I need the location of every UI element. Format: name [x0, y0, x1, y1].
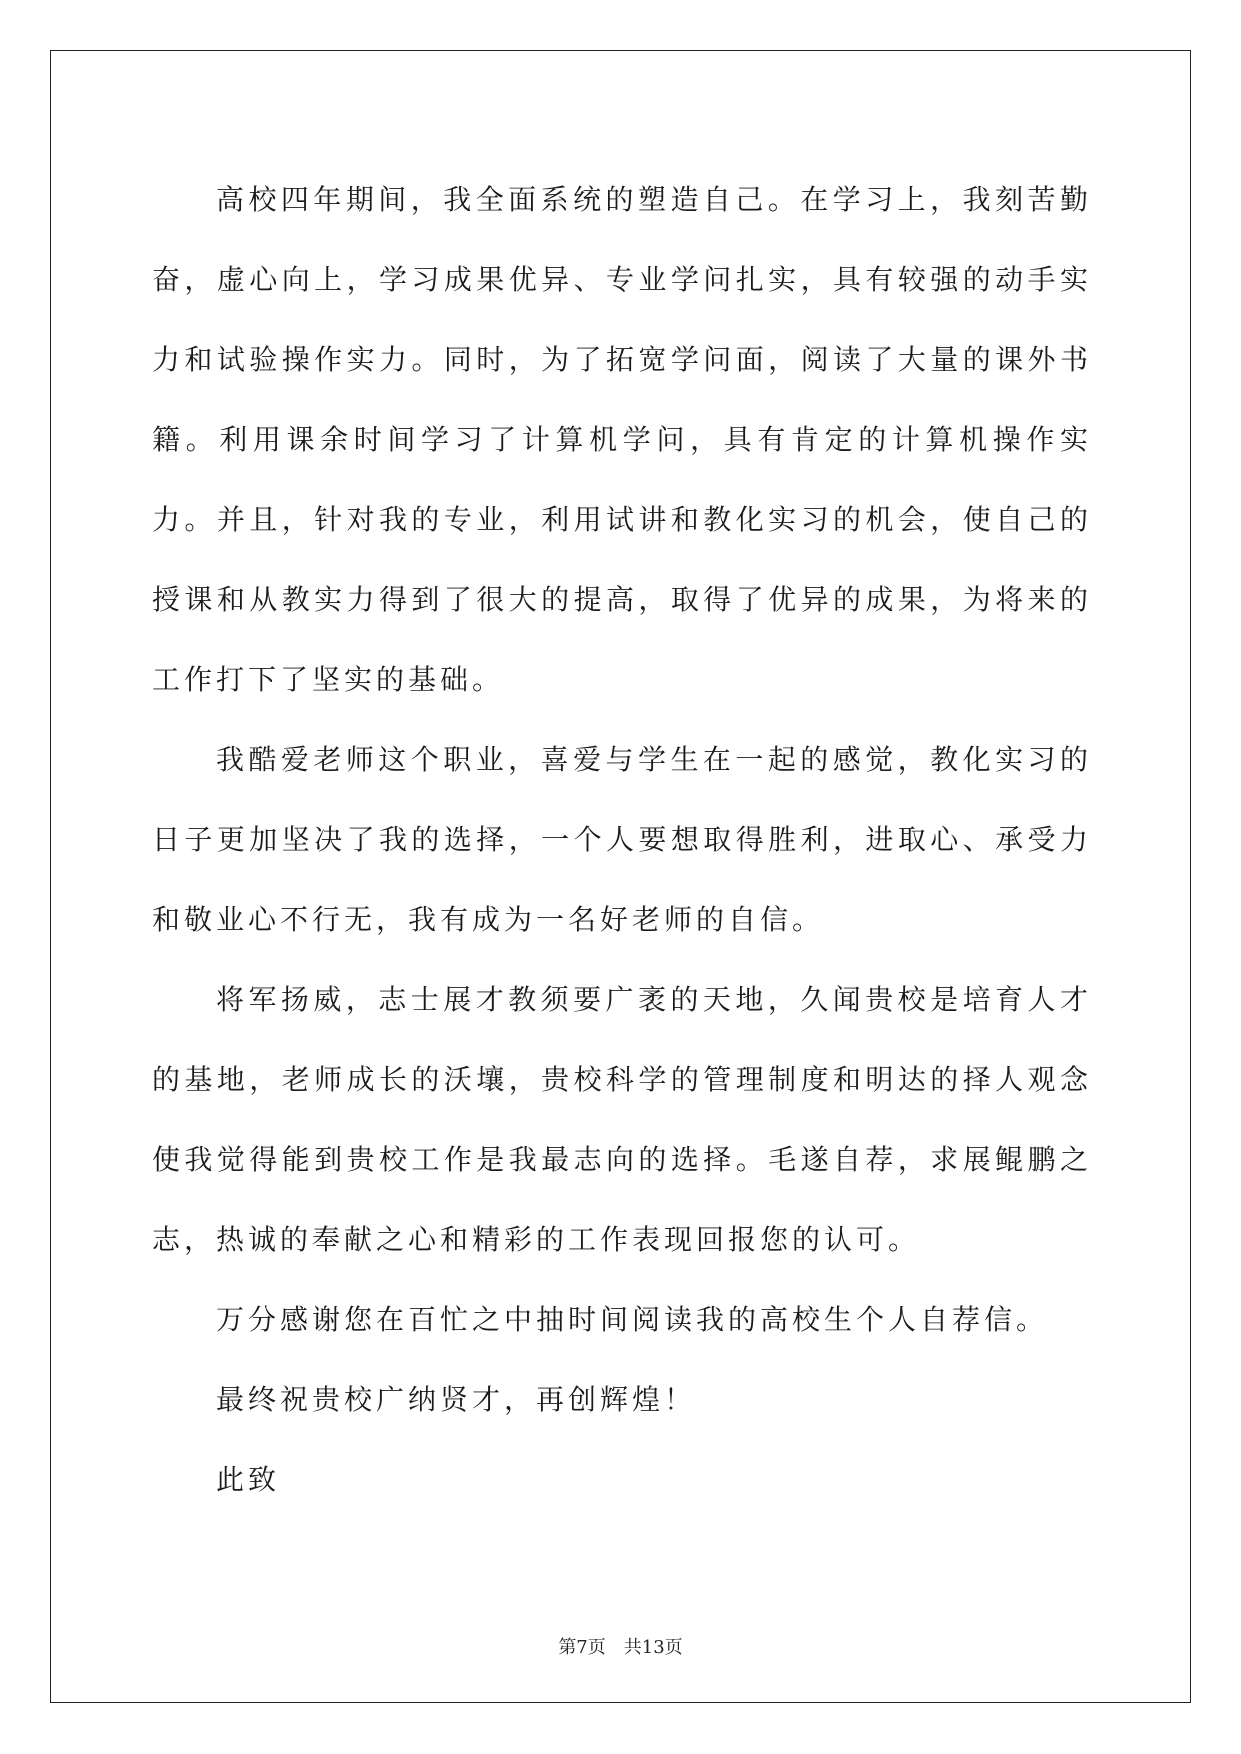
page-total: 共13页 — [623, 1637, 683, 1658]
document-body — [152, 160, 1092, 1520]
paragraph-closing: 此致 — [216, 1463, 281, 1496]
paragraph-study: 高校四年期间，我全面系统的塑造自己。在学习上，我刻苦勤奋，虚心向上，学习成果优异、专业学问扎实，具有较强的动手实力和试验操作实力。同时，为了拓宽学问面，阅读了大量的课外书籍。利用课余时间学习了计算机学问，具有肯定的计算机操作实力。并且，针对我的专业，利用试讲和教化实习的机会，使自己的授课和从教实力得到了很大的提高，取得了优异的成果，为将来的工作打下了坚实的基础。 — [152, 183, 1092, 696]
paragraph-thanks: 万分感谢您在百忙之中抽时间阅读我的高校生个人自荐信。 — [216, 1303, 1049, 1336]
page-footer — [0, 1633, 1241, 1659]
paragraph-career: 我酷爱老师这个职业，喜爱与学生在一起的感觉，教化实习的日子更加坚决了我的选择，一个人要想取得胜利，进取心、承受力和敬业心不行无，我有成为一名好老师的自信。 — [152, 743, 1092, 936]
paragraph-school: 将军扬威，志士展才教须要广袤的天地，久闻贵校是培育人才的基地，老师成长的沃壤，贵校科学的管理制度和明达的择人观念使我觉得能到贵校工作是我最志向的选择。毛遂自荐，求展鲲鹏之志，热诚的奉献之心和精彩的工作表现回报您的认可。 — [152, 983, 1092, 1256]
paragraph-wishes: 最终祝贵校广纳贤才，再创辉煌！ — [216, 1383, 697, 1416]
page-number: 第7页 — [558, 1637, 606, 1658]
